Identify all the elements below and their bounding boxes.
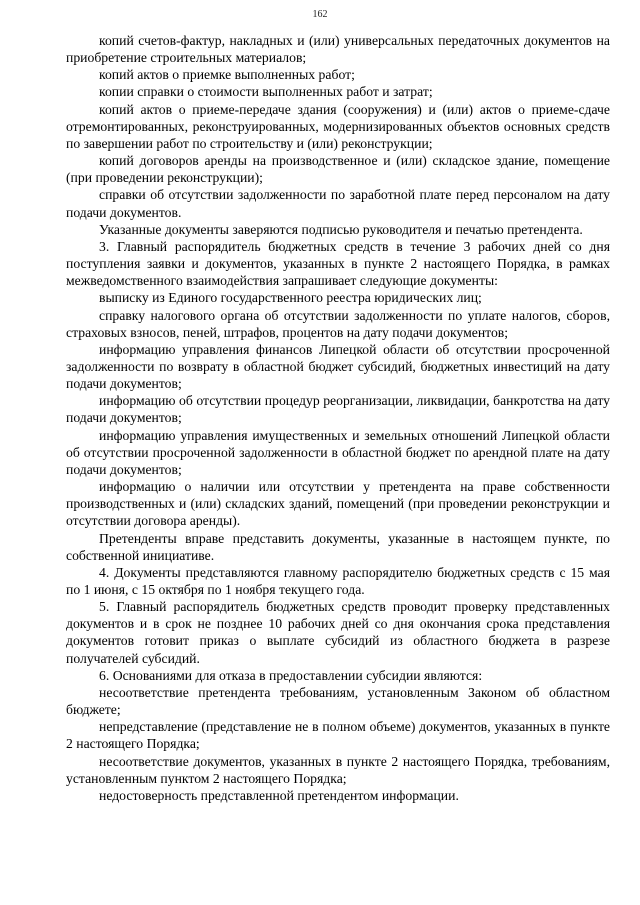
paragraph: копий договоров аренды на производственное и (или) складское здание, помещение (при проведении реконструкции); (66, 153, 610, 186)
paragraph: Указанные документы заверяются подписью руководителя и печатью претендента. (99, 221, 583, 237)
paragraph: 6. Основаниями для отказа в предоставлении субсидии являются: (99, 667, 483, 683)
paragraph: Претенденты вправе представить документы, указанные в настоящем пункте, по собственной инициативе. (66, 530, 610, 563)
paragraph: выписку из Единого государственного реестра юридических лиц; (99, 290, 482, 306)
paragraph: копии справки о стоимости выполненных работ и затрат; (99, 84, 433, 100)
paragraph: 5. Главный распорядитель бюджетных средств проводит проверку представленных документов и в срок не позднее 10 рабочих дней со дня окончания срока представления документов готовит приказ о выплате субсидий из областного бюджета в разрезе получателей субсидий. (66, 599, 610, 666)
paragraph: информацию об отсутствии процедур реорганизации, ликвидации, банкротства на дату подачи документов; (66, 393, 610, 426)
page-number: 162 (312, 9, 328, 20)
paragraph: информацию управления имущественных и земельных отношений Липецкой области об отсутствии просроченной задолженности в областной бюджет по арендной плате на дату подачи документов; (66, 427, 610, 477)
paragraph: непредставление (представление не в полном объеме) документов, указанных в пункте 2 настоящего Порядка; (66, 719, 610, 752)
paragraph: копий счетов-фактур, накладных и (или) универсальных передаточных документов на приобретение строительных материалов; (66, 33, 610, 66)
paragraph: 4. Документы представляются главному распорядителю бюджетных средств с 15 мая по 1 июня, с 15 октября по 1 ноября текущего года. (66, 564, 610, 597)
paragraph: недостоверность представленной претендентом информации. (99, 787, 459, 803)
paragraph: несоответствие документов, указанных в пункте 2 настоящего Порядка, требованиям, установленным пунктом 2 настоящего Порядка; (66, 753, 610, 786)
paragraph: копий актов о приеме-передаче здания (сооружения) и (или) актов о приеме-сдаче отремонтированных, реконструированных, модернизированных объектов основных средств по завершении работ по строительству и (или) реконструкции; (66, 101, 610, 151)
paragraph: информацию о наличии или отсутствии у претендента на праве собственности производственных и (или) складских зданий, помещений (при проведении реконструкции и отсутствии договора аренды). (66, 479, 610, 529)
paragraph: справки об отсутствии задолженности по заработной плате перед персоналом на дату подачи документов. (66, 187, 610, 220)
paragraph: справку налогового органа об отсутствии задолженности по уплате налогов, сборов, страховых взносов, пеней, штрафов, процентов на дату подачи документов; (66, 307, 610, 340)
document-body (66, 32, 610, 804)
paragraph: копий актов о приемке выполненных работ; (99, 67, 355, 83)
paragraph: информацию управления финансов Липецкой области об отсутствии просроченной задолженности по возврату в областной бюджет субсидий, бюджетных инвестиций на дату подачи документов; (66, 341, 610, 392)
paragraph: несоответствие претендента требованиям, установленным Законом об областном бюджете; (66, 684, 610, 718)
paragraph: 3. Главный распорядитель бюджетных средств в течение 3 рабочих дней со дня поступления заявки и документов, указанных в пункте 2 настоящего Порядка, в рамках межведомственного взаимодействия запрашивает следующие документы: (66, 238, 610, 289)
